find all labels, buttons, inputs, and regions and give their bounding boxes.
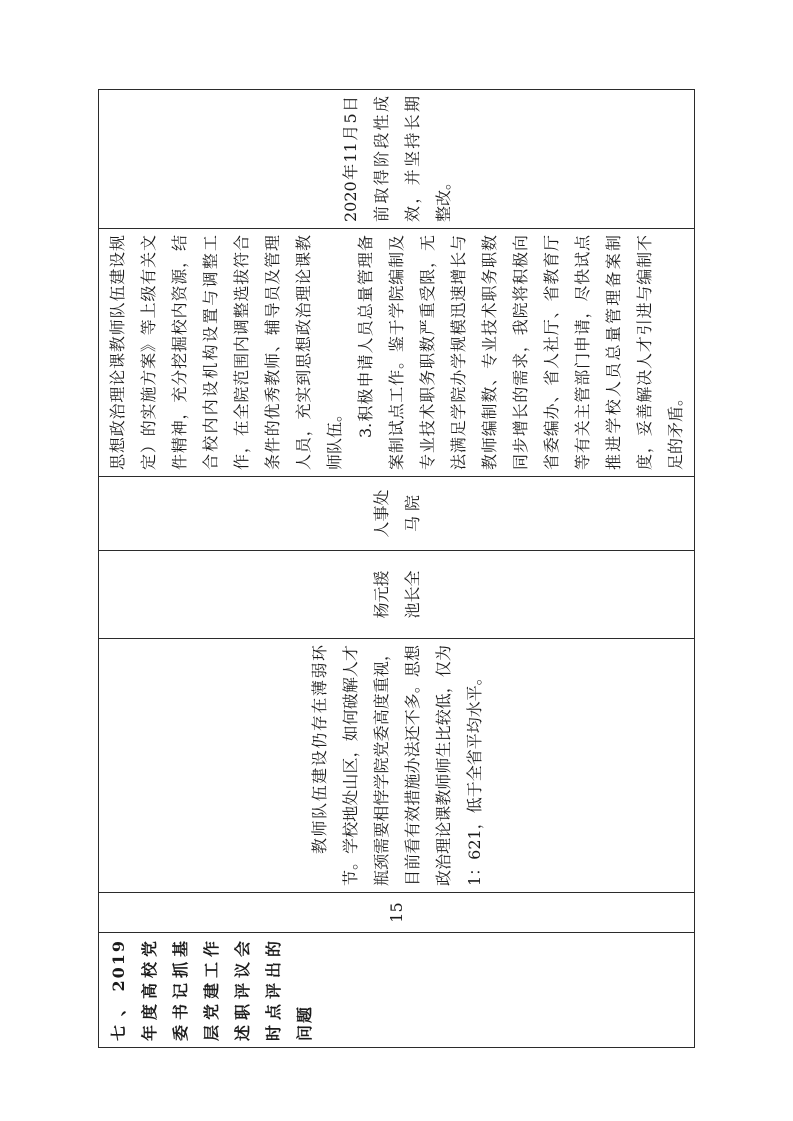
problem-cell (99, 639, 695, 893)
responsible-unit-cell (99, 477, 695, 551)
responsible-person-cell (99, 551, 695, 639)
responsible-unit-1: 人事处 (371, 489, 391, 538)
rectification-table (98, 89, 695, 1048)
category-cell: 七、2019年度高校党委书记抓基层党建工作述职评议会时点评出的问题 (99, 933, 695, 1048)
measures-cell (99, 229, 695, 477)
responsible-person-2: 池长全 (402, 570, 422, 619)
table-row (99, 90, 695, 1048)
measure-text-1: 思想政治理论课教师队伍建设规定）的实施方案》等上级有关文件精神，充分挖掘校内资源，结合校内内设机构设置与调整工作，在全院范围内调整选拔符合条件的优秀教师、辅导员及管理人员，充实到思想政治理论课教师队伍。 (108, 235, 344, 470)
responsible-unit-2: 马 院 (402, 494, 422, 533)
problem-text: 教师队伍建设仍存在薄弱环节。学校地处山区，如何破解人才瓶颈需要相悖学院党委高度重视，目前看有效措施办法还不多。思想政治理论课教师师生比较低，仅为1：621，低于全省平均水平。 (309, 645, 484, 886)
deadline-text: 2020年11月5日前取得阶段性成效，并坚持长期整改。 (340, 96, 453, 222)
deadline-cell (99, 90, 695, 229)
rotated-table-wrapper (98, 90, 685, 1048)
row-number-cell: 15 (99, 893, 695, 933)
measure-text-2: 3.积极申请人员总量管理备案制试点工作。鉴于学院编制及专业技术职务职数严重受限，无法满足学院办学规模迅速增长与教师编制数、专业技术职务职数同步增长的需求，我院将积极向省委编办、省人社厅、省教育厅等有关主管部门申请，尽快试点推进学校人员总量管理备案制度，妥善解决人才引进与编制不足的矛盾。 (356, 235, 685, 470)
responsible-person-1: 杨元援 (371, 570, 391, 619)
